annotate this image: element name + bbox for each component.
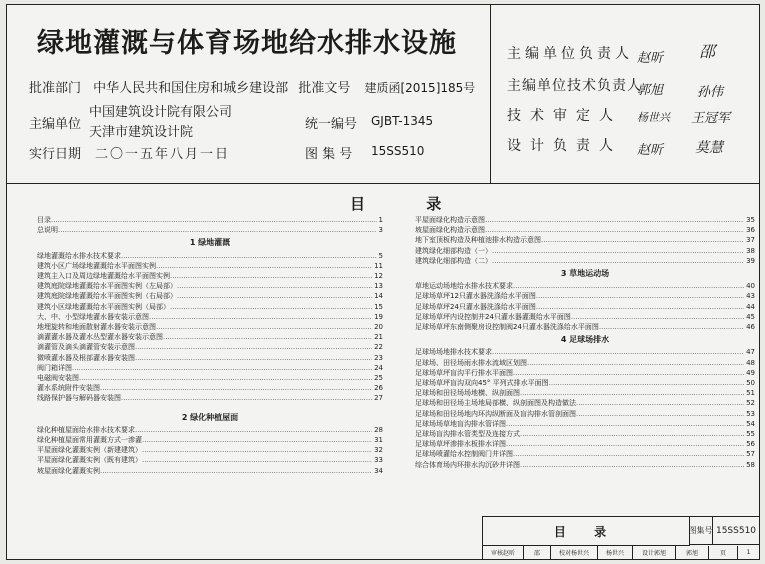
toc-leader-dots: [135, 353, 372, 363]
toc-entry[interactable]: [415, 291, 755, 301]
toc-leader-dots: [121, 251, 377, 261]
toc-entry[interactable]: [37, 342, 383, 352]
toc-entry[interactable]: [415, 256, 755, 266]
toc-entry-title: 足球场场草地盲沟排水管详图: [415, 419, 506, 428]
toc-leader-dots: [492, 347, 744, 357]
toc-entry[interactable]: [415, 439, 755, 449]
toc-entry-page: 21: [374, 333, 383, 342]
toc-title: 目 录: [350, 195, 470, 213]
toc-leader-dots: [170, 302, 372, 312]
toc-entry[interactable]: [415, 358, 755, 368]
toc-leader-dots: [527, 358, 744, 368]
toc-entry[interactable]: [37, 383, 383, 393]
toc-entry-page: 51: [746, 389, 755, 398]
signature-row: [507, 75, 642, 95]
signature-role: 主编单位技术负责人: [507, 78, 642, 94]
toc-entry-page: 3: [378, 226, 383, 235]
toc-leader-dots: [135, 342, 372, 352]
signature-row: [507, 105, 622, 125]
toc-entry-page: 26: [374, 384, 383, 393]
toc-leader-dots: [513, 449, 744, 459]
toc-leader-dots: [536, 302, 744, 312]
toc-entry-title: 足球场草坪24只灌水器洗涤给水平面图: [415, 302, 536, 311]
toc-entry[interactable]: [37, 312, 383, 322]
toc-entry-title: 足球场草坪盲沟双向45° 平列式排水平面图: [415, 379, 549, 388]
toc-entry[interactable]: [415, 225, 755, 235]
toc-entry[interactable]: [37, 353, 383, 363]
toc-entry[interactable]: [415, 368, 755, 378]
toc-entry-page: 46: [746, 323, 755, 332]
toc-entry-title: 平屋面绿化灌溉实例（新建建筑）: [37, 446, 142, 455]
toc-entry-title: 足球场喷灌给水控制阀门井详图: [415, 450, 513, 459]
atlas-title: 绿地灌溉与体育场地给水排水设施: [37, 28, 457, 59]
toc-entry-page: 36: [746, 226, 755, 235]
signature-handwritten: 莫慧: [695, 140, 723, 156]
title-block-cell: 郭旭: [676, 546, 709, 559]
toc-entry-page: 34: [374, 466, 383, 475]
toc-entry[interactable]: [415, 281, 755, 291]
toc-entry-title: 平屋面绿化灌溉实例（既有建筑）: [37, 456, 142, 465]
toc-left-column: [37, 215, 383, 476]
toc-entry-title: 建筑庭院绿地灌溉给水平面图实例（左局部）: [37, 282, 177, 291]
signature-handwritten: 赵昕: [637, 51, 664, 66]
toc-entry-title: 阀门箱详图: [37, 363, 72, 372]
editor-unit-1: 中国建筑设计院有限公司: [89, 105, 233, 120]
toc-leader-dots: [72, 363, 372, 373]
signature-role: 设计负责人: [507, 138, 622, 154]
atlas-no-label: 图 集 号: [305, 147, 353, 162]
toc-entry-title: 微喷灌水器及根部灌水器安装图: [37, 353, 135, 362]
toc-entry-title: 大、中、小型绿地灌水器安装示意图: [37, 312, 149, 321]
toc-leader-dots: [170, 271, 372, 281]
toc-entry[interactable]: [37, 291, 383, 301]
toc-entry-page: 32: [374, 446, 383, 455]
toc-right-column: [415, 215, 755, 470]
toc-entry-page: 19: [374, 312, 383, 321]
toc-entry[interactable]: [415, 419, 755, 429]
toc-entry-title: 建筑主入口及周边绿地灌溉给水平面图实例: [37, 272, 170, 281]
toc-leader-dots: [58, 225, 377, 235]
toc-entry-title: 足球场草坪12只灌水器洗涤给水平面图: [415, 292, 536, 301]
toc-entry-page: 49: [746, 368, 755, 377]
toc-entry-page: 57: [746, 450, 755, 459]
toc-entry-page: 14: [374, 292, 383, 301]
toc-entry-title: 建筑绿化细部构造（一）: [415, 246, 492, 255]
toc-leader-dots: [520, 388, 744, 398]
toc-entry-page: 53: [746, 409, 755, 418]
toc-entry-page: 15: [374, 302, 383, 311]
toc-leader-dots: [492, 246, 744, 256]
toc-entry-page: 33: [374, 456, 383, 465]
toc-entry[interactable]: [37, 425, 383, 435]
toc-leader-dots: [100, 383, 372, 393]
toc-entry[interactable]: [415, 460, 755, 470]
unified-no: GJBT-1345: [371, 114, 434, 128]
unified-no-label: 统一编号: [305, 117, 358, 132]
toc-entry[interactable]: [37, 251, 383, 261]
toc-entry[interactable]: [415, 347, 755, 357]
toc-entry-page: 39: [746, 256, 755, 265]
toc-section-heading: 2 绿化种植屋面: [181, 412, 239, 422]
toc-leader-dots: [520, 429, 744, 439]
editor-unit-label: 主编单位: [29, 117, 82, 132]
toc-leader-dots: [576, 398, 744, 408]
toc-entry[interactable]: [415, 388, 755, 398]
toc-entry-title: 总说明: [37, 226, 58, 235]
toc-entry-title: 建筑庭院绿地灌溉给水平面图实例（右局部）: [37, 292, 177, 301]
toc-entry-title: 足球场和田径场场地横、纵剖面图: [415, 389, 520, 398]
title-block-atlas-label: 图集号: [689, 517, 713, 545]
toc-entry-page: 43: [746, 292, 755, 301]
toc-entry-title: 足球场草坪东南侧聚房设控制阀24只灌水器洗涤给水平面图: [415, 323, 599, 332]
toc-entry-title: 灌水系统附件安装图: [37, 384, 100, 393]
toc-leader-dots: [599, 322, 744, 332]
toc-entry-page: 28: [374, 425, 383, 434]
toc-leader-dots: [506, 439, 744, 449]
title-block-cell: 杨世兴: [598, 546, 633, 559]
toc-entry-title: 建筑小区绿地灌溉给水平面图实例（局部）: [37, 302, 170, 311]
title-block-cell: 设计郭旭: [633, 546, 676, 559]
toc-entry-page: 13: [374, 282, 383, 291]
toc-entry-page: 55: [746, 430, 755, 439]
toc-entry-page: 47: [746, 348, 755, 357]
title-block: [482, 516, 759, 559]
cover-info-block: [7, 5, 491, 183]
toc-entry[interactable]: [415, 398, 755, 408]
toc-entry[interactable]: [37, 373, 383, 383]
toc-leader-dots: [79, 373, 372, 383]
toc-leader-dots: [177, 281, 372, 291]
toc-leader-dots: [156, 261, 372, 271]
toc-entry[interactable]: [37, 225, 383, 235]
toc-entry-page: 40: [746, 282, 755, 291]
toc-entry[interactable]: [415, 246, 755, 256]
toc-gap: [37, 404, 383, 410]
toc-entry-title: 建筑小区广场绿地灌溉给水平面图实例: [37, 261, 156, 270]
title-block-cell: 1: [746, 549, 751, 556]
toc-leader-dots: [513, 281, 744, 291]
toc-leader-dots: [177, 291, 372, 301]
approval-dept-label: 批准部门: [29, 81, 82, 96]
toc-leader-dots: [485, 225, 744, 235]
drawing-sheet: [6, 4, 760, 560]
toc-entry-title: 平屋面绿化构造示意图: [415, 216, 485, 224]
toc-leader-dots: [51, 215, 377, 225]
title-block-signoff-row: [483, 546, 759, 559]
toc-entry-page: 54: [746, 419, 755, 428]
approval-doc-label: 批准文号: [298, 81, 351, 96]
toc-section-heading: 3 草地运动场: [560, 269, 610, 279]
toc-entry-title: 足球场和田径场主场地局部横、纵剖面图及构造做法: [415, 399, 576, 408]
toc-entry[interactable]: [415, 409, 755, 419]
toc-entry-title: 坡屋面绿化构造示意图: [415, 226, 485, 235]
toc-entry-title: 滴灌灌水器及灌水丛型灌水器安装示意图: [37, 333, 163, 342]
toc-leader-dots: [142, 455, 372, 465]
toc-leader-dots: [541, 235, 744, 245]
toc-leader-dots: [100, 466, 372, 476]
approval-row: [29, 77, 475, 96]
toc-entry-page: 45: [746, 312, 755, 321]
toc-leader-dots: [156, 322, 372, 332]
signature-handwritten: 杨世兴: [637, 111, 670, 124]
approval-dept: 中华人民共和国住房和城乡建设部: [93, 81, 289, 96]
toc-entry[interactable]: [37, 332, 383, 342]
toc-entry[interactable]: [37, 455, 383, 465]
toc-section-heading: 4 足球场排水: [560, 335, 610, 345]
toc-leader-dots: [536, 291, 744, 301]
toc-entry-page: 48: [746, 358, 755, 367]
toc-entry[interactable]: [415, 449, 755, 459]
toc-entry-title: 绿地灌溉给水排水技术要求: [37, 251, 121, 260]
toc-entry[interactable]: [37, 261, 383, 271]
toc-entry[interactable]: [415, 378, 755, 388]
toc-leader-dots: [549, 378, 744, 388]
toc-leader-dots: [492, 256, 744, 266]
toc-entry-title: 建筑绿化细部构造（二）: [415, 256, 492, 265]
atlas-no: 15SS510: [371, 144, 425, 158]
toc-entry-title: 足球场草坪盲沟平行排水平面图: [415, 368, 513, 377]
toc-entry[interactable]: [415, 312, 755, 322]
toc-leader-dots: [121, 393, 372, 403]
approval-doc: 建质函[2015]185号: [364, 81, 476, 95]
toc-entry-page: 24: [374, 363, 383, 372]
toc-leader-dots: [142, 445, 372, 455]
toc-entry[interactable]: [37, 466, 383, 476]
toc-entry-page: 5: [378, 251, 383, 260]
toc-entry-title: 电磁阀安装图: [37, 374, 79, 383]
toc-entry-title: 目录: [37, 216, 51, 224]
toc-leader-dots: [513, 368, 744, 378]
toc-entry-title: 足球场场地排水技术要求: [415, 348, 492, 357]
editor-unit-2: 天津市建筑设计院: [89, 125, 194, 140]
toc-entry[interactable]: [37, 393, 383, 403]
signature-role: 主编单位负责人: [507, 46, 633, 62]
toc-entry[interactable]: [37, 435, 383, 445]
title-block-cell: 邵: [524, 546, 551, 559]
toc-leader-dots: [149, 312, 372, 322]
toc-entry[interactable]: [415, 235, 755, 245]
toc-leader-dots: [142, 435, 372, 445]
toc-entry-title: 足球场盲沟排水管类型及连接方式: [415, 430, 520, 439]
toc-entry[interactable]: [415, 215, 755, 225]
signature-handwritten: 郭旭: [637, 83, 664, 98]
toc-entry-page: 23: [374, 353, 383, 362]
title-block-name: 目 录: [483, 517, 690, 546]
toc-entry-page: 11: [374, 261, 383, 270]
toc-entry-page: 50: [746, 379, 755, 388]
toc-entry-title: 坡屋面绿化灌溉实例: [37, 466, 100, 475]
toc-leader-dots: [485, 215, 744, 225]
toc-entry-title: 绿化种植屋面给水排水技术要求: [37, 425, 135, 434]
toc-entry[interactable]: [415, 302, 755, 312]
toc-entry-title: 综合体育场内环排水沟沉砂井详图: [415, 460, 520, 469]
toc-entry-page: 35: [746, 216, 755, 224]
toc-leader-dots: [163, 332, 372, 342]
toc-entry[interactable]: [37, 281, 383, 291]
toc-entry-page: 20: [374, 323, 383, 332]
toc-entry-title: 绿化种植屋面常用灌溉方式一渗灌: [37, 436, 142, 445]
toc-entry-page: 37: [746, 236, 755, 245]
toc-entry-page: 31: [374, 436, 383, 445]
title-block-cell: 审核赵昕: [483, 546, 524, 559]
toc-leader-dots: [506, 419, 744, 429]
toc-entry-page: 38: [746, 246, 755, 255]
signature-block: [491, 5, 759, 183]
toc-entry-page: 1: [378, 216, 383, 224]
toc-entry-page: 27: [374, 394, 383, 403]
toc-entry-title: 足球场草坪渗排水板排水详图: [415, 440, 506, 449]
toc-leader-dots: [571, 312, 744, 322]
toc-entry[interactable]: [37, 302, 383, 312]
toc-leader-dots: [576, 409, 744, 419]
toc-entry[interactable]: [37, 322, 383, 332]
toc-entry-page: 58: [746, 460, 755, 469]
signature-role: 技术审定人: [507, 108, 622, 124]
signature-handwritten: 王冠军: [691, 111, 731, 126]
toc-section-heading: 1 绿地灌溉: [189, 238, 231, 248]
signature-handwritten: 孙伟: [697, 85, 724, 100]
toc-leader-dots: [520, 460, 744, 470]
toc-entry-title: 线路保护器与解码器安装图: [37, 394, 121, 403]
toc-entry-title: 足球场和田径场地内环沟纵断面及盲沟排水管剖面图: [415, 409, 576, 418]
toc-entry[interactable]: [37, 445, 383, 455]
toc-entry-title: 滴灌管及滴头滴灌管安装示意图: [37, 343, 135, 352]
toc-entry-title: 地埋旋转和地面散射灌水器安装示意图: [37, 323, 156, 332]
title-block-cell: 校对杨世兴: [551, 546, 598, 559]
toc-leader-dots: [135, 425, 372, 435]
toc-entry-title: 地下室顶板构造及种植池排水构造示意图: [415, 236, 541, 245]
toc-entry-page: 12: [374, 272, 383, 281]
toc-entry-title: 足球场、田径场雨水排水流域区划图: [415, 358, 527, 367]
toc-entry[interactable]: [415, 322, 755, 332]
toc-entry-title: 足球场草坪内设控制井24只灌水器灌溉给水平面图: [415, 312, 571, 321]
toc-entry-page: 56: [746, 440, 755, 449]
toc-entry-title: 草地运动场地给水排水技术要求: [415, 282, 513, 291]
signature-row: [507, 43, 633, 63]
toc-entry[interactable]: [37, 363, 383, 373]
title-block-atlas-no: 15SS510: [713, 517, 759, 545]
toc-entry[interactable]: [37, 215, 383, 225]
toc-entry-page: 22: [374, 343, 383, 352]
signature-handwritten: 赵昕: [637, 143, 664, 158]
toc-entry[interactable]: [37, 271, 383, 281]
signature-row: [507, 135, 622, 155]
cover-header: [7, 5, 759, 184]
title-block-cell: 页: [709, 546, 738, 559]
effective-date-label: 实行日期: [29, 147, 82, 162]
signature-handwritten: 邵: [699, 42, 716, 61]
toc-entry[interactable]: [415, 429, 755, 439]
toc-entry-page: 52: [746, 399, 755, 408]
effective-date: 二〇一五年八月一日: [95, 147, 231, 162]
toc-entry-page: 44: [746, 302, 755, 311]
toc-entry-page: 25: [374, 374, 383, 383]
